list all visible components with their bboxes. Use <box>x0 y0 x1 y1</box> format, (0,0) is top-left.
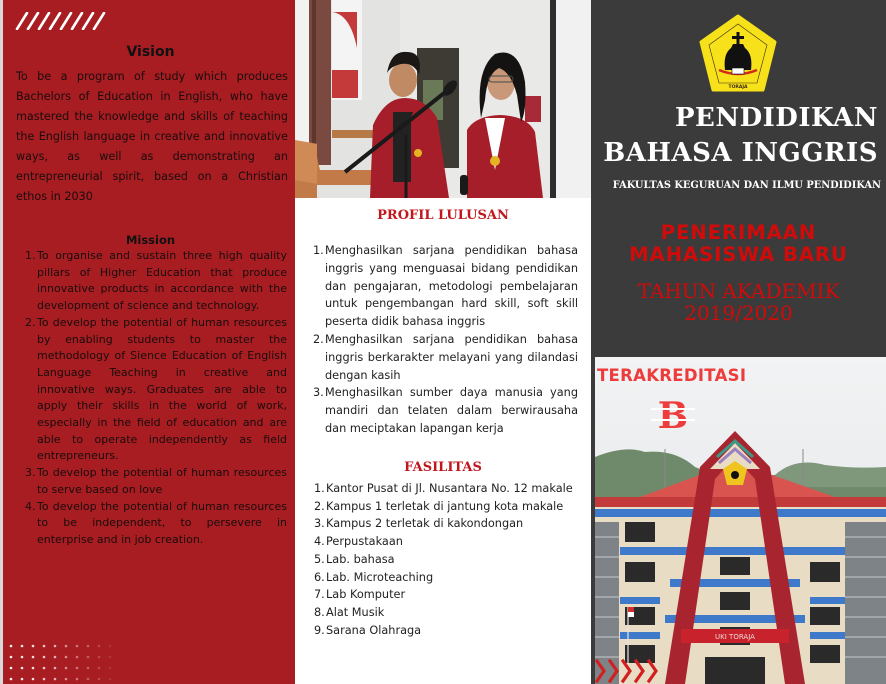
campus-building-illustration <box>595 357 886 684</box>
list-number: 2. <box>25 315 36 329</box>
svg-text:UKI TORAJA: UKI TORAJA <box>715 633 755 641</box>
vision-heading: Vision <box>126 44 175 60</box>
mission-list <box>25 248 287 549</box>
list-number: 4. <box>314 535 325 549</box>
graduate-profile-list <box>313 242 578 438</box>
students-photo <box>295 0 591 198</box>
list-text: Kampus 2 terletak di kakondongan <box>326 517 524 531</box>
facility-item <box>314 586 580 604</box>
list-text: Kampus 1 terletak di jantung kota makale <box>326 499 564 513</box>
graduate-profile-heading: PROFIL LULUSAN <box>377 208 509 223</box>
list-text: To organise and sustain three high quality pillars of Higher Education that produce innovative products in accordance with the development of science and technology. <box>37 249 287 313</box>
facility-item <box>314 533 580 551</box>
list-text: Sarana Olahraga <box>326 623 422 637</box>
list-number: 1. <box>25 249 36 262</box>
facility-item <box>314 569 580 587</box>
list-number: 5. <box>314 552 325 566</box>
vision-mission-panel <box>0 0 295 684</box>
university-logo-icon <box>697 14 779 96</box>
facilities-heading: FASILITAS <box>404 460 482 475</box>
list-number: 3. <box>25 466 36 480</box>
list-text: Lab. Microteaching <box>326 570 434 584</box>
list-text: Menghasilkan sarjana pendidikan bahasa inggris yang menguasai bidang pendidikan dan pengajaran, metodologi pembelajaran untuk pengembangan hard skill, soft skill peserta didik bahasa inggris <box>325 244 578 329</box>
accreditation-label: TERAKREDITASI <box>597 366 747 385</box>
facility-item <box>314 551 580 569</box>
students-at-podium-illustration <box>295 0 591 198</box>
svg-text:B: B <box>657 397 689 433</box>
academic-year-value: 2019/2020 <box>684 301 793 325</box>
mission-item <box>25 248 287 315</box>
cover-panel <box>591 0 886 684</box>
facility-item <box>314 480 580 498</box>
mission-heading: Mission <box>125 233 176 247</box>
mission-item <box>25 315 287 465</box>
list-text: To develop the potential of human resources to be independent, to persevere in enterprise and in job creation. <box>37 499 287 546</box>
program-title-line1: PENDIDIKAN <box>674 103 878 133</box>
graduate-profile-item <box>313 384 578 437</box>
list-text: Alat Musik <box>326 605 385 619</box>
list-number: 8. <box>314 605 325 619</box>
list-number: 1. <box>313 244 324 257</box>
admission-heading-line2: MAHASISWA BARU <box>629 243 848 266</box>
profile-facilities-panel <box>295 0 591 684</box>
facility-item <box>314 498 580 516</box>
list-number: 3. <box>313 386 324 400</box>
list-text: To develop the potential of human resources by enabling students to master the methodology of Sience Education of English Language Teaching in creative and innovative ways. Graduates are able to apply their skills in the world of work, especially in the field of education and are able to operate independently as field entrepreneurs. <box>37 315 287 463</box>
facility-item <box>314 515 580 533</box>
list-number: 6. <box>314 570 325 584</box>
list-number: 7. <box>314 588 325 602</box>
list-text: Menghasilkan sarjana pendidikan bahasa inggris berkarakter melayani yang dilandasi dengan kasih <box>325 332 578 382</box>
facility-item <box>314 622 580 640</box>
list-text: To develop the potential of human resources to serve based on love <box>37 466 287 496</box>
accreditation-grade-b-icon <box>649 397 697 433</box>
graduate-profile-item <box>313 331 578 384</box>
facility-item <box>314 604 580 622</box>
facilities-list <box>314 480 580 639</box>
list-number: 3. <box>314 517 325 531</box>
admission-heading-line1: PENERIMAAN <box>660 221 817 244</box>
list-number: 2. <box>313 332 324 346</box>
graduate-profile-item <box>313 242 578 331</box>
mission-item <box>25 499 287 549</box>
list-text: Perpustakaan <box>326 535 403 549</box>
list-text: Menghasilkan sumber daya manusia yang mandiri dan telaten dalam berwirausaha dan meciptakan lapangan kerja <box>325 386 578 435</box>
list-number: 2. <box>314 499 325 513</box>
list-number: 4. <box>25 499 36 513</box>
academic-year-label: TAHUN AKADEMIK <box>637 279 840 303</box>
list-number: 9. <box>314 623 325 637</box>
mission-item <box>25 465 287 498</box>
list-number: 1. <box>314 482 325 495</box>
list-text: Lab. bahasa <box>326 552 395 566</box>
faculty-name: FAKULTAS KEGURUAN DAN ILMU PENDIDIKAN <box>612 180 881 191</box>
list-text: Kantor Pusat di Jl. Nusantara No. 12 makale <box>326 482 573 495</box>
campus-building-photo <box>595 357 886 684</box>
diagonal-stripes-decoration <box>15 12 110 30</box>
svg-text:TORAJA: TORAJA <box>728 85 748 90</box>
vision-text: To be a program of study which produces Bachelors of Education in English, who have mastered the knowledge and skills of teaching the English language in creative and innovative ways, as well as demonstrating an entrepreneurial spirit, based on a Christian ethos in 2030 <box>16 70 288 203</box>
program-title-line2: BAHASA INGGRIS <box>603 138 878 168</box>
dot-grid-decoration <box>7 640 117 684</box>
list-text: Lab Komputer <box>326 588 406 602</box>
